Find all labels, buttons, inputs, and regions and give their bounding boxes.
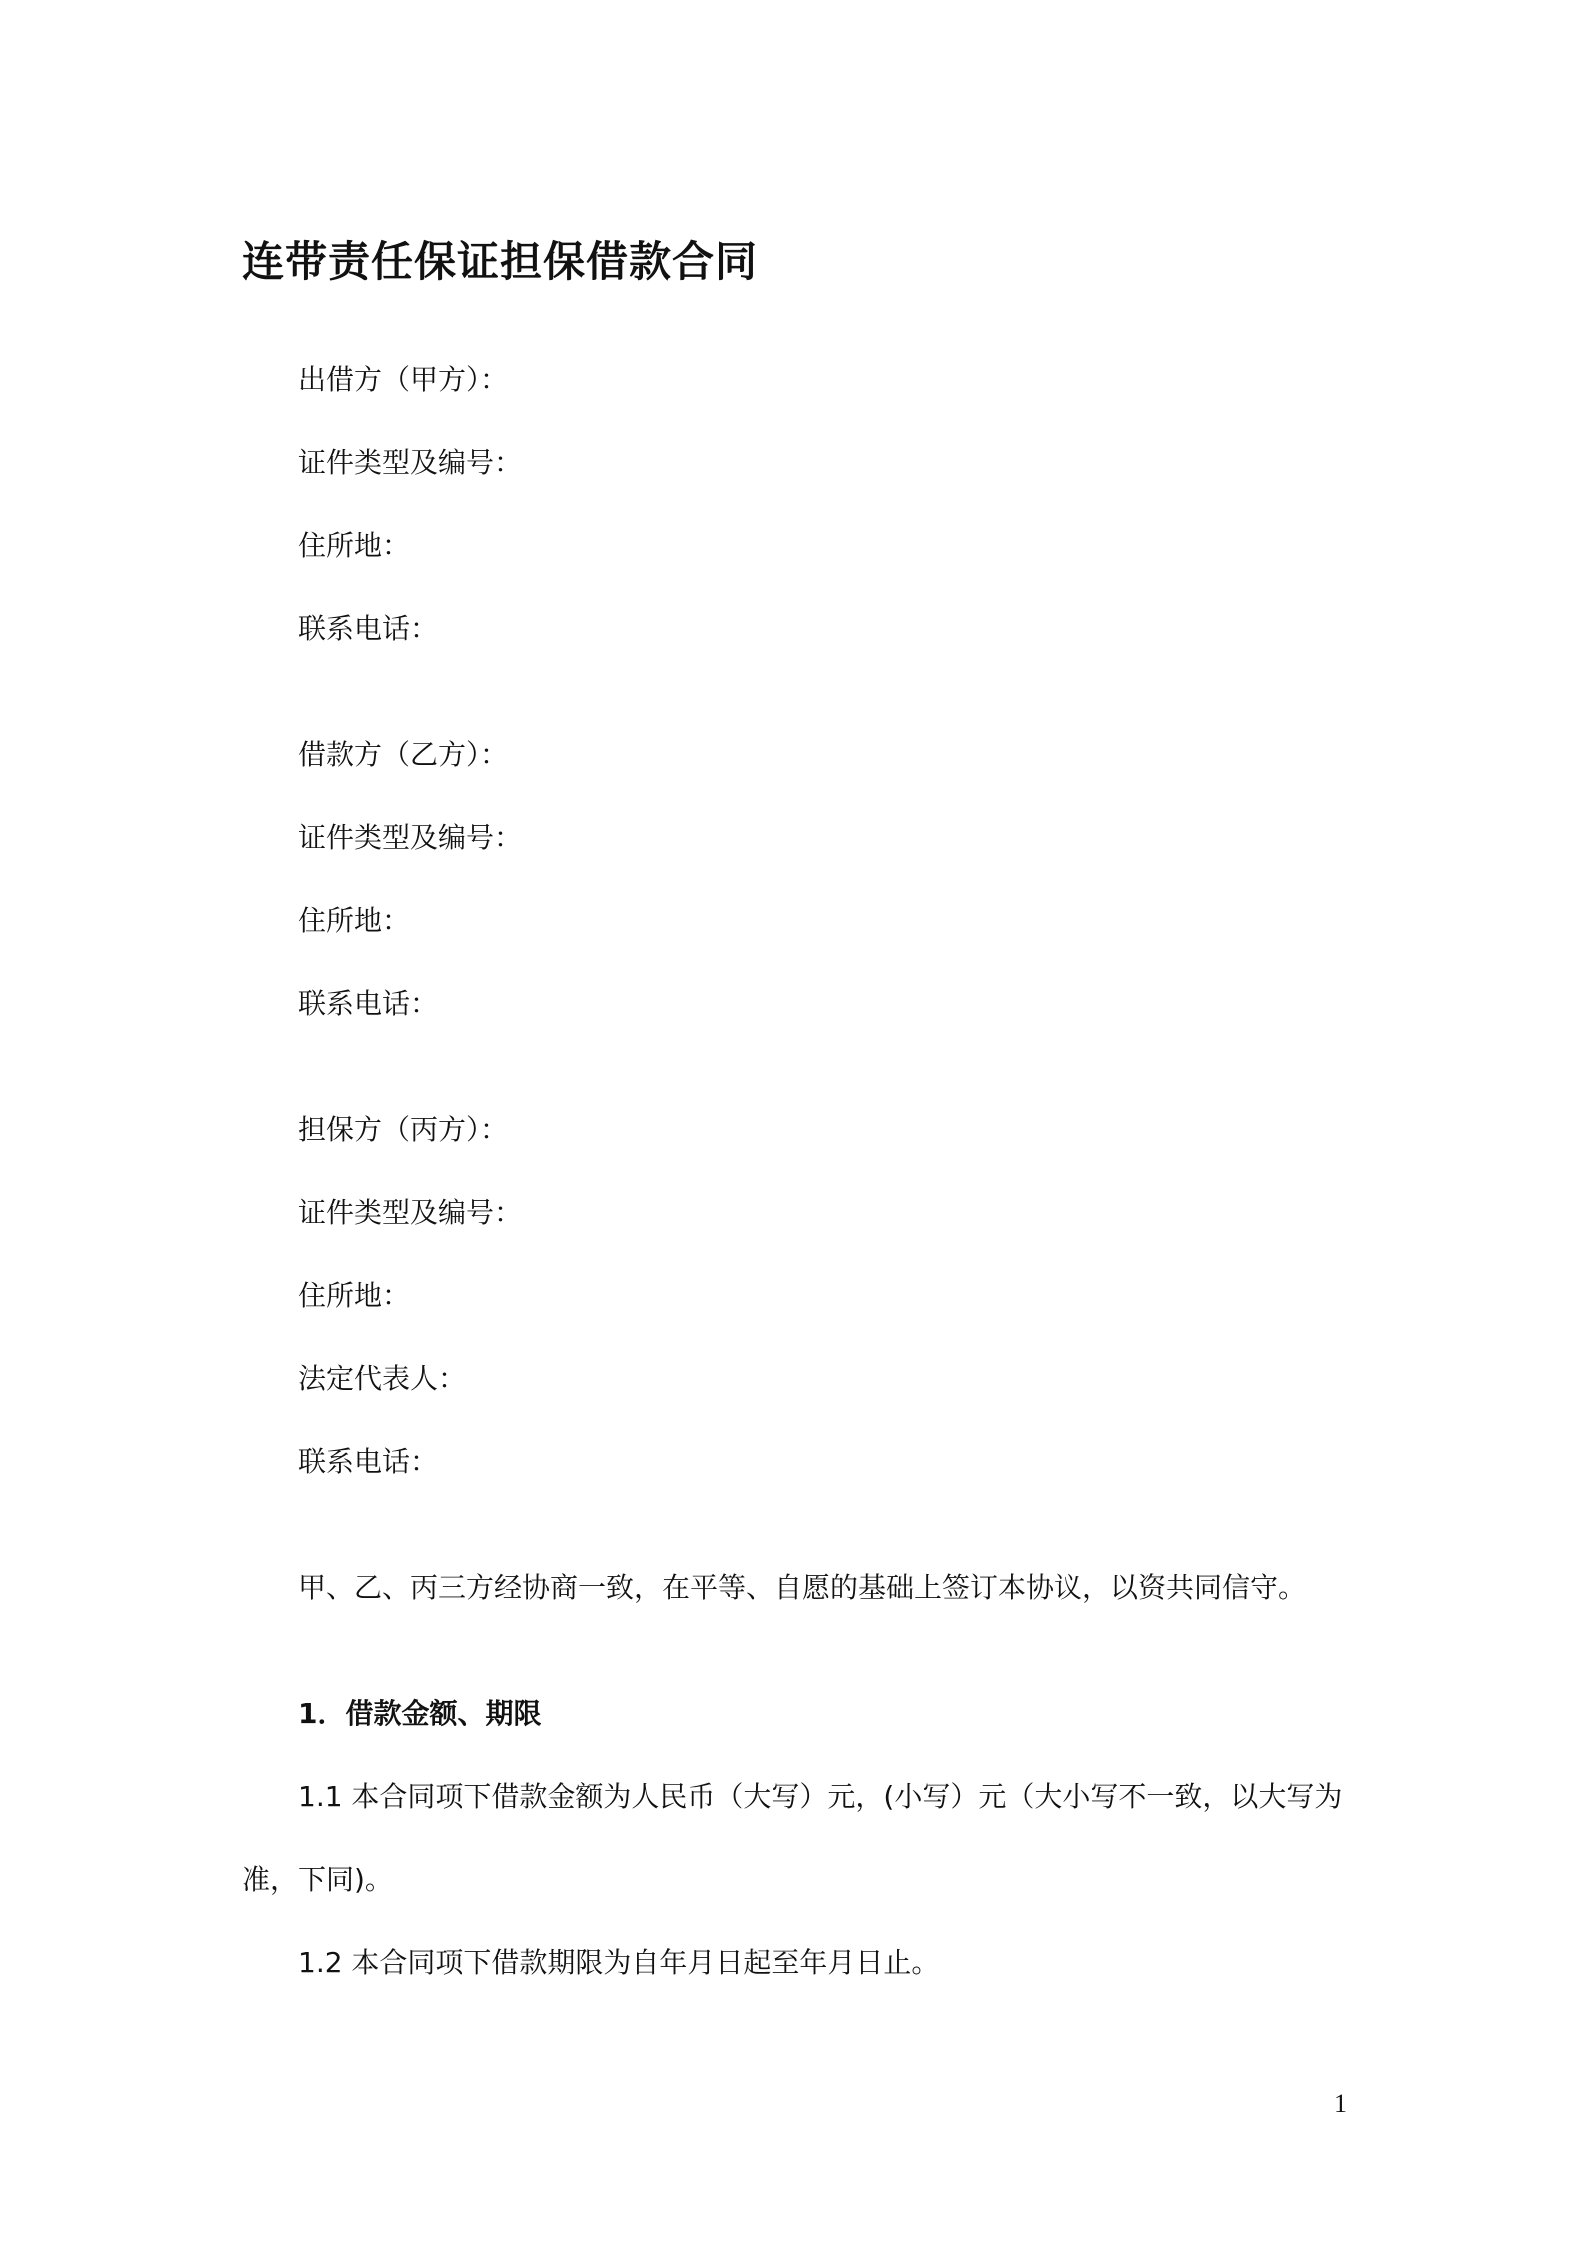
party-c-legal-rep-label: 法定代表人：	[298, 1362, 467, 1395]
party-a-name-label: 出借方（甲方）：	[298, 363, 509, 396]
party-b-id-label: 证件类型及编号：	[298, 821, 523, 854]
party-c-id-label: 证件类型及编号：	[298, 1196, 523, 1229]
page-number: 1	[1334, 2089, 1347, 2118]
party-a-phone-label: 联系电话：	[298, 612, 439, 645]
party-b-name-label: 借款方（乙方）：	[298, 738, 509, 771]
party-a-id-label: 证件类型及编号：	[298, 446, 523, 479]
party-c-name-label: 担保方（丙方）：	[298, 1113, 509, 1146]
party-b-phone-label: 联系电话：	[298, 987, 439, 1020]
party-c-address-label: 住所地：	[298, 1279, 411, 1312]
preamble-paragraph: 甲、乙、丙三方经协商一致，在平等、自愿的基础上签订本协议，以资共同信守。	[298, 1571, 1307, 1604]
clause-1-1-line-2: 准，下同)。	[242, 1863, 393, 1896]
clause-1-2: 1.2 本合同项下借款期限为自年月日起至年月日止。	[298, 1946, 940, 1979]
party-a-address-label: 住所地：	[298, 529, 411, 562]
section-1-heading: 1．借款金额、期限	[298, 1697, 542, 1730]
party-b-address-label: 住所地：	[298, 904, 411, 937]
clause-1-1-line-1: 1.1 本合同项下借款金额为人民币（大写）元，(小写）元（大小写不一致，以大写为	[298, 1780, 1343, 1813]
document-title: 连带责任保证担保借款合同	[242, 237, 759, 286]
party-c-phone-label: 联系电话：	[298, 1445, 439, 1478]
